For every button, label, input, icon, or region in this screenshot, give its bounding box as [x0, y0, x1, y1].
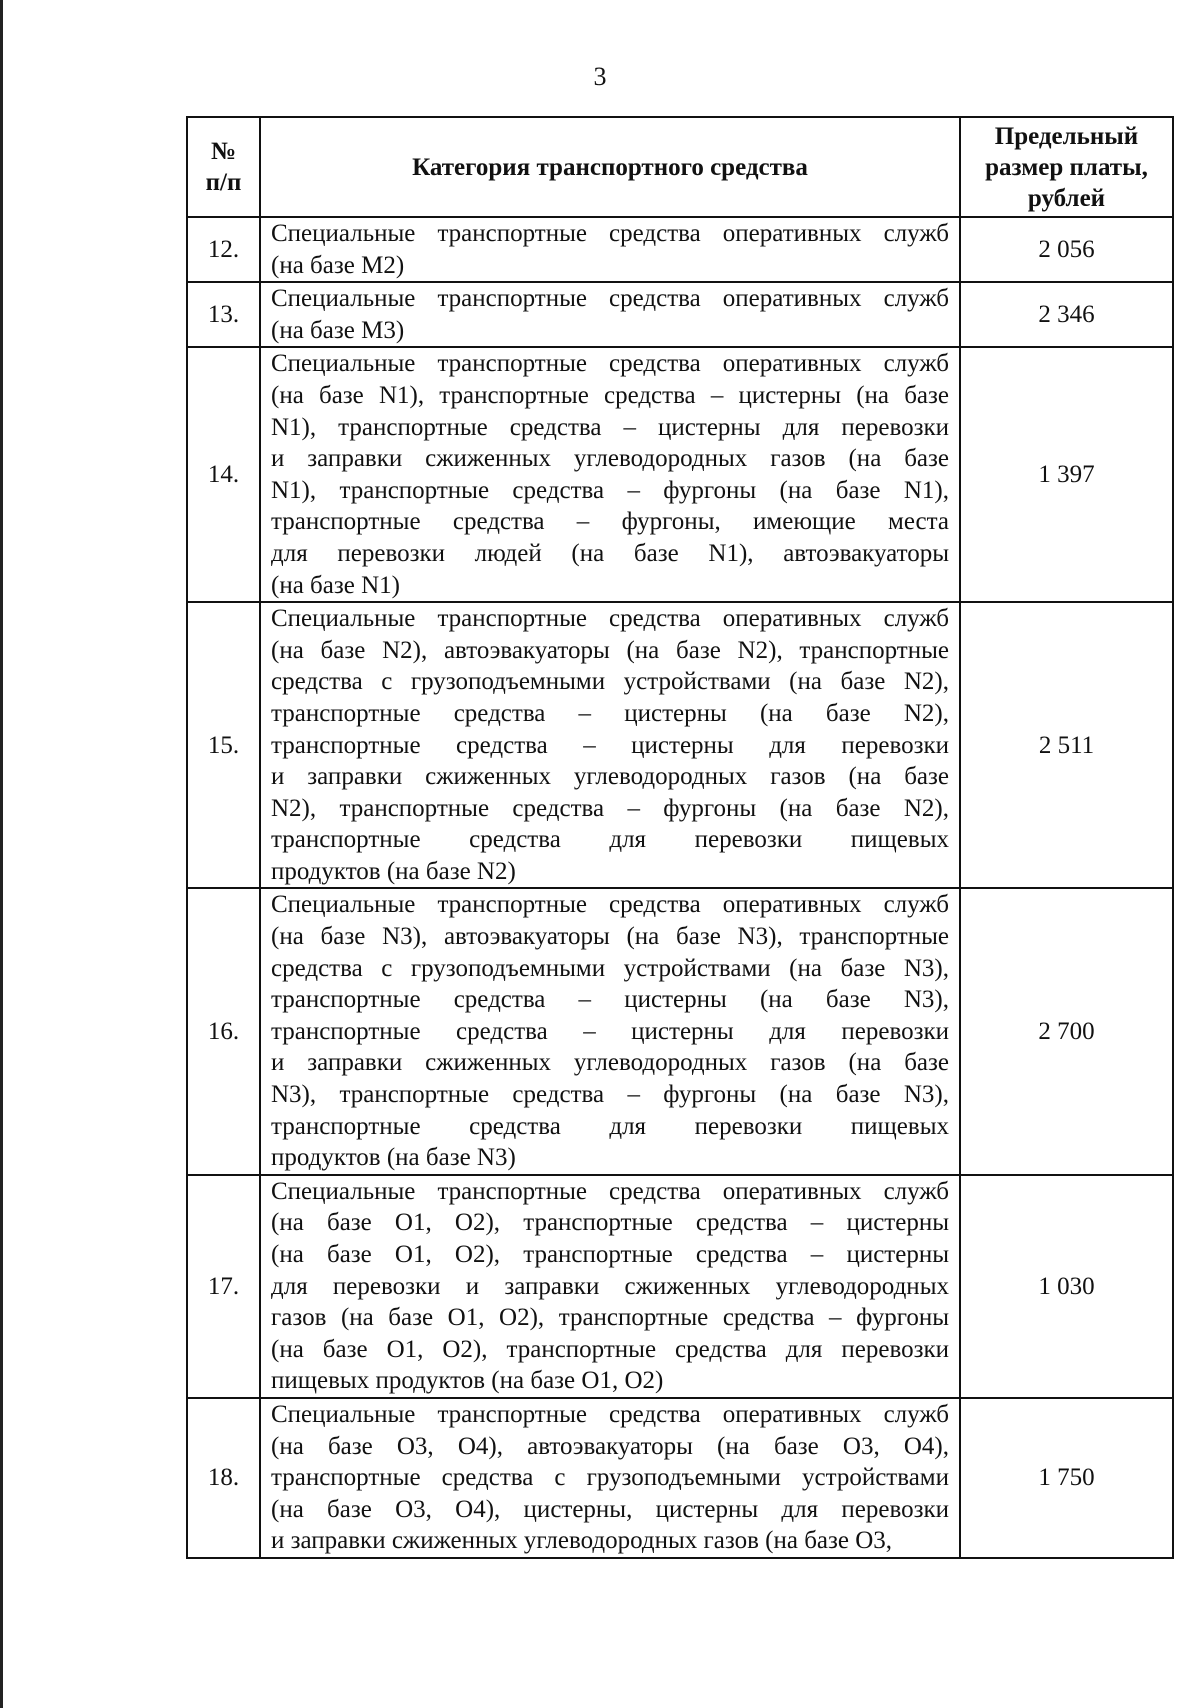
- category-text-line: N2), транспортные средства – фургоны (на базе N2),: [271, 794, 949, 822]
- page-number: 3: [593, 62, 607, 91]
- row-category: [260, 347, 960, 602]
- table-row: [187, 1175, 1173, 1398]
- table-row: [187, 888, 1173, 1174]
- category-text-line: (на базе N1), транспортные средства – цистерны (на базе: [271, 381, 949, 409]
- row-category: [260, 602, 960, 888]
- table-row: [187, 282, 1173, 347]
- category-text-line: транспортные средства с грузоподъемными устройствами: [271, 1464, 949, 1492]
- header-number-abbr: п/п: [205, 169, 242, 196]
- table-body: [187, 217, 1173, 1558]
- fee-table: [186, 116, 1174, 1559]
- category-text-line: продуктов (на базе N3): [271, 1144, 516, 1172]
- header-number: [187, 117, 260, 217]
- row-category: [260, 282, 960, 347]
- category-text-line: Специальные транспортные средства оперативных служб: [271, 1177, 949, 1205]
- category-text-line: Специальные транспортные средства оперативных служб: [271, 350, 949, 378]
- row-number: 12.: [187, 217, 260, 282]
- category-text-line: Специальные транспортные средства оперативных служб: [271, 285, 949, 313]
- row-fee: 2 511: [960, 602, 1173, 888]
- row-fee: 2 056: [960, 217, 1173, 282]
- table-row: [187, 347, 1173, 602]
- row-fee: 2 700: [960, 888, 1173, 1174]
- category-text-line: Специальные транспортные средства оперативных служб: [271, 891, 949, 919]
- row-fee: 1 030: [960, 1175, 1173, 1398]
- category-text-line: средства с грузоподъемными устройствами (на базе N3),: [271, 954, 949, 982]
- row-category: [260, 217, 960, 282]
- category-text-line: N3), транспортные средства – фургоны (на базе N3),: [271, 1081, 949, 1109]
- header-fee-line-1: Предельный: [994, 122, 1139, 150]
- row-number: 18.: [187, 1398, 260, 1558]
- category-text-line: (на базе O3, O4), автоэвакуаторы (на базе O3, O4),: [271, 1432, 949, 1460]
- row-fee: 2 346: [960, 282, 1173, 347]
- row-category: [260, 888, 960, 1174]
- category-text-line: (на базе O1, O2), транспортные средства – цистерны: [271, 1241, 949, 1268]
- category-text-line: транспортные средства – цистерны (на базе N2),: [271, 699, 949, 727]
- row-number: 13.: [187, 282, 260, 347]
- category-text-line: газов (на базе O1, O2), транспортные средства – фургоны: [271, 1304, 949, 1332]
- category-text-line: для перевозки людей (на базе N1), автоэвакуаторы: [271, 539, 949, 567]
- category-text-line: продуктов (на базе N2): [271, 857, 516, 885]
- category-text-line: (на базе M3): [271, 316, 405, 344]
- header-number-symbol: №: [210, 138, 237, 165]
- category-text-line: Специальные транспортные средства оперативных служб: [271, 605, 949, 633]
- category-text-line: N1), транспортные средства – фургоны (на базе N1),: [271, 476, 949, 504]
- category-text-line: и заправки сжиженных углеводородных газов (на базе: [271, 763, 949, 791]
- table-row: [187, 602, 1173, 888]
- table-row: [187, 1398, 1173, 1558]
- category-text-line: (на базе N2), автоэвакуаторы (на базе N2), транспортные: [271, 636, 949, 664]
- category-text-line: для перевозки и заправки сжиженных углеводородных: [271, 1272, 949, 1300]
- category-text-line: (на базе O1, O2), транспортные средства – цистерны: [271, 1209, 949, 1237]
- category-text-line: (на базе M2): [271, 251, 405, 279]
- category-text-line: и заправки сжиженных углеводородных газов (на базе: [271, 445, 949, 473]
- category-text-line: транспортные средства – цистерны (на базе N3),: [271, 986, 949, 1014]
- table-header-row: [187, 117, 1173, 217]
- category-text-line: Специальные транспортные средства оперативных служб: [271, 220, 949, 247]
- category-text-line: (на базе O1, O2), транспортные средства для перевозки: [271, 1335, 949, 1363]
- row-category: [260, 1175, 960, 1398]
- category-text-line: транспортные средства – фургоны, имеющие места: [271, 508, 949, 536]
- table-row: [187, 217, 1173, 282]
- category-text-line: (на базе O3, O4), цистерны, цистерны для перевозки: [271, 1495, 949, 1523]
- header-category: Категория транспортного средства: [260, 117, 960, 217]
- category-text-line: пищевых продуктов (на базе O1, O2): [271, 1367, 664, 1395]
- row-number: 15.: [187, 602, 260, 888]
- row-number: 14.: [187, 347, 260, 602]
- row-number: 16.: [187, 888, 260, 1174]
- row-number: 17.: [187, 1175, 260, 1398]
- category-text-line: транспортные средства для перевозки пищевых: [271, 826, 949, 854]
- category-text-line: N1), транспортные средства – цистерны для перевозки: [271, 413, 949, 441]
- category-text-line: транспортные средства – цистерны для перевозки: [271, 1017, 949, 1045]
- category-text-line: средства с грузоподъемными устройствами (на базе N2),: [271, 668, 949, 696]
- category-text-line: транспортные средства – цистерны для перевозки: [271, 731, 949, 759]
- row-fee: 1 750: [960, 1398, 1173, 1558]
- category-text-line: (на базе N3), автоэвакуаторы (на базе N3), транспортные: [271, 923, 949, 951]
- header-fee-line-3: рублей: [1027, 184, 1106, 212]
- category-text-line: и заправки сжиженных углеводородных газов (на базе: [271, 1049, 949, 1077]
- category-text-line: Специальные транспортные средства оперативных служб: [271, 1400, 949, 1428]
- category-text-line: транспортные средства для перевозки пищевых: [271, 1112, 949, 1140]
- category-text-line: и заправки сжиженных углеводородных газов (на базе O3,: [271, 1527, 893, 1555]
- row-fee: 1 397: [960, 347, 1173, 602]
- category-text-line: (на базе N1): [271, 571, 400, 599]
- row-category: [260, 1398, 960, 1558]
- header-fee: [960, 117, 1173, 217]
- page-left-edge: [0, 0, 3, 1708]
- header-fee-line-2: размер платы,: [985, 153, 1148, 181]
